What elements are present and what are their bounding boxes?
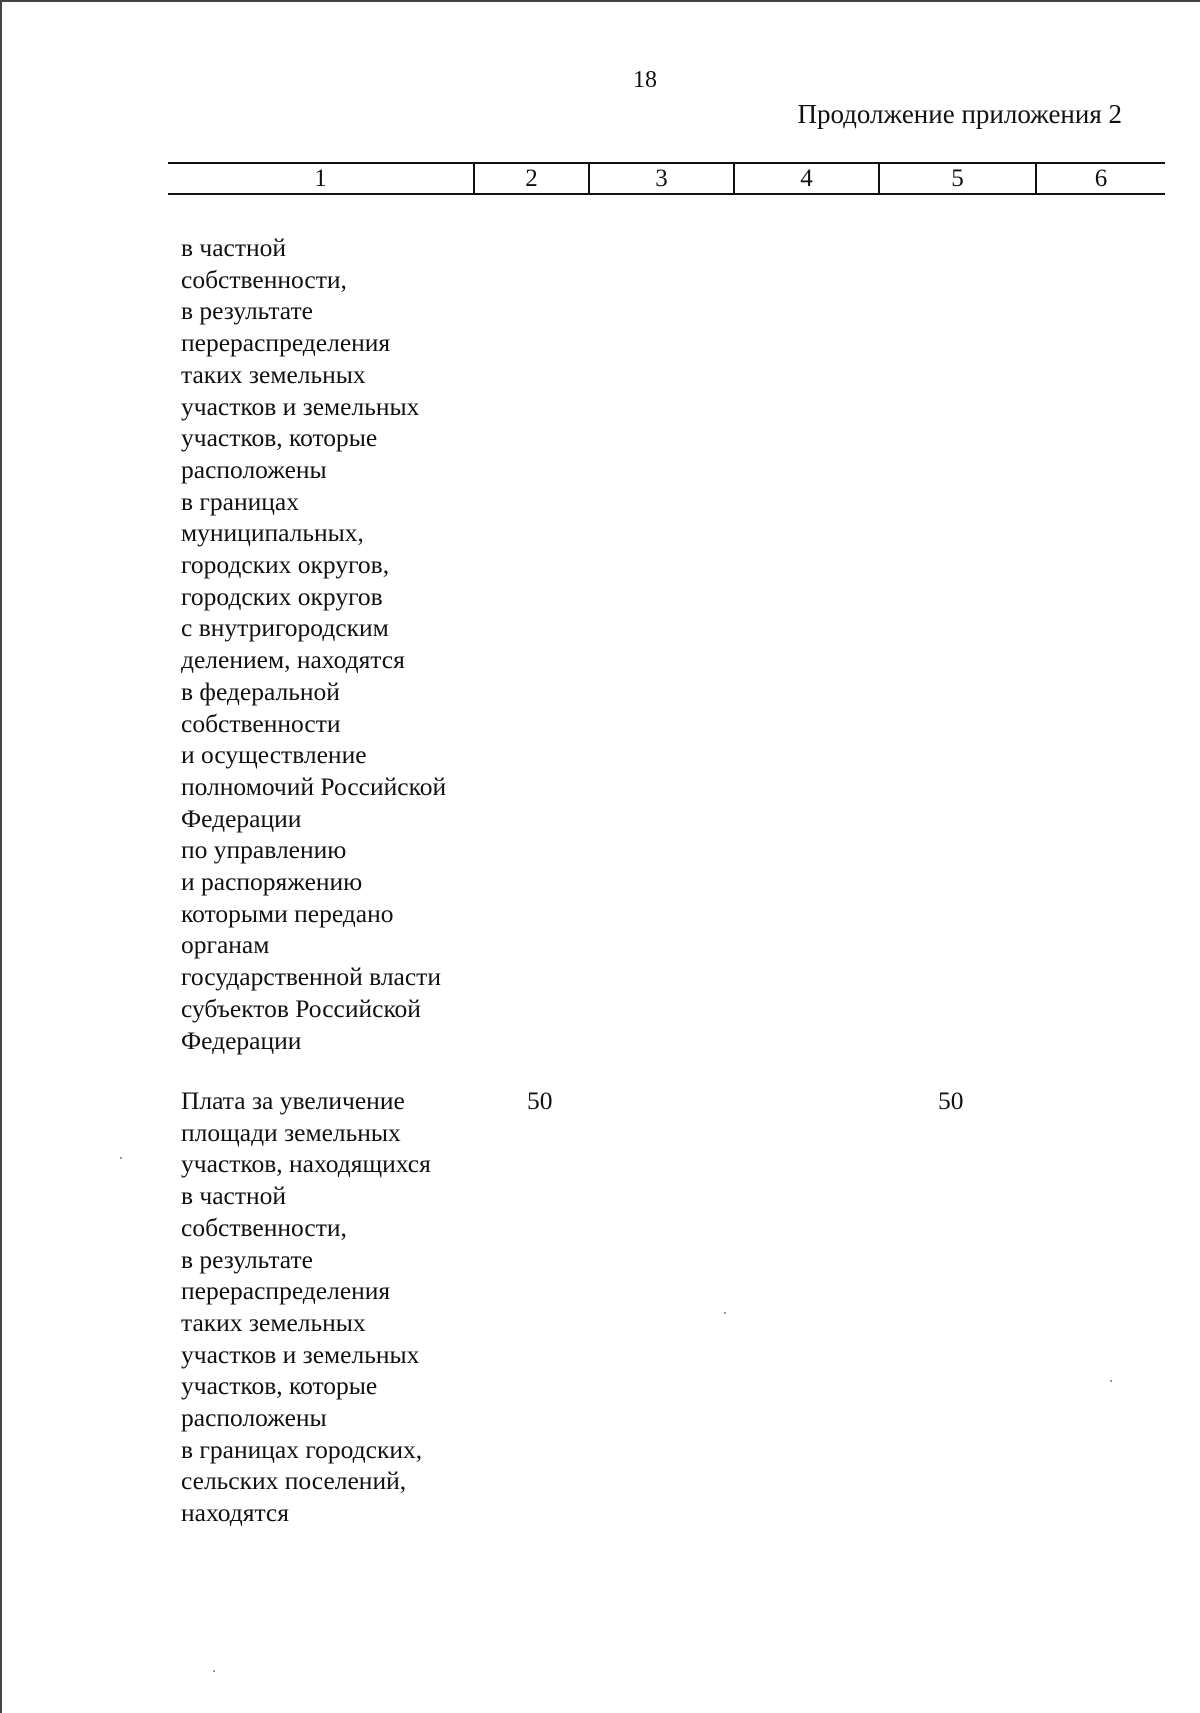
column-header-4: 4 <box>733 164 878 193</box>
scan-speck <box>120 1157 122 1159</box>
scan-speck <box>724 1312 726 1314</box>
row-1-description: в частной собственности, в результате перераспределения таких земельных участков и земельных участков, которые расположены в границах муниципальных, городских округов, городских округов с внутригородским делением, находятся в федеральной собственности и осуществление полномочий Российской Федерации по управлению и распоряжению которыми передано органам государственной власти субъектов Российской Федерации <box>181 233 447 1055</box>
row-2-description: Плата за увеличение площади земельных участков, находящихся в частной собственности, в результате перераспределения таких земельных участков и земельных участков, которые расположены в границах городских, сельских поселений, находятся <box>181 1086 431 1528</box>
row-2-col-5-value: 50 <box>938 1086 964 1115</box>
page-number: 18 <box>633 67 657 93</box>
table-header-row <box>168 162 1165 195</box>
continuation-title: Продолжение приложения 2 <box>797 99 1122 129</box>
page-edge-top <box>0 0 1200 2</box>
column-header-3: 3 <box>588 164 733 193</box>
column-header-6: 6 <box>1035 164 1165 193</box>
column-header-2: 2 <box>473 164 588 193</box>
scan-speck <box>213 1670 215 1672</box>
column-header-5: 5 <box>878 164 1035 193</box>
row-2-col-2-value: 50 <box>527 1086 553 1115</box>
scan-speck <box>1110 1380 1112 1382</box>
page-edge-left <box>0 0 2 1713</box>
column-header-1: 1 <box>314 165 327 192</box>
